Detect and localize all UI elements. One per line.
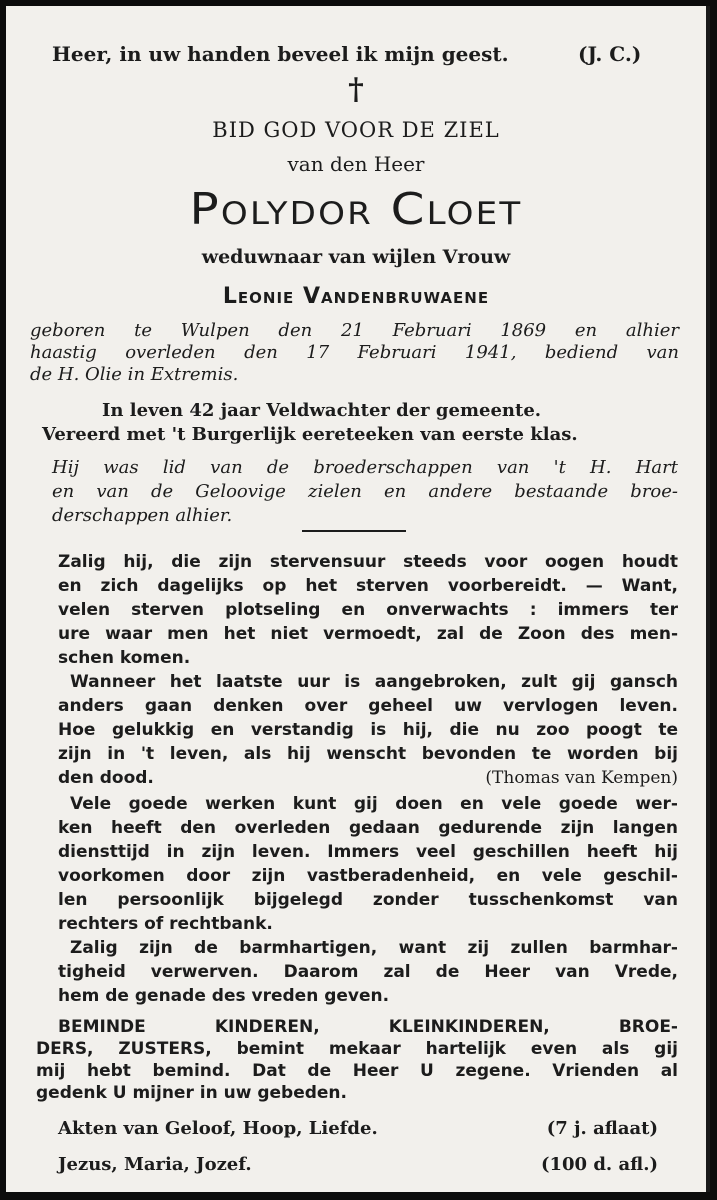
- meditation-line: anders gaan denken over geheel uw vervlogen leven.: [58, 696, 678, 716]
- brotherhoods-line: en van de Geloovige zielen en andere bestaande broe-: [52, 481, 678, 502]
- spouse-name: Leonie Vandenbruwaene: [222, 284, 490, 309]
- header-motto-source: (J. C.): [578, 42, 642, 66]
- header-motto: Heer, in uw handen beveel ik mijn geest.: [52, 42, 509, 66]
- relation: weduwnaar van wijlen Vrouw: [201, 246, 511, 268]
- indulgence: (7 j. aflaat): [546, 1118, 658, 1139]
- indulgence: (100 d. afl.): [540, 1154, 658, 1175]
- prayer-text: Jezus, Maria, Jozef.: [58, 1154, 252, 1175]
- biography-line: geboren te Wulpen den 21 Februari 1869 en alhier: [30, 320, 679, 341]
- biography: [30, 320, 679, 386]
- biography-line: haastig overleden den 17 Februari 1941, bediend van: [30, 342, 679, 363]
- tribute-line: tigheid verwerven. Daarom zal de Heer van Vrede,: [58, 962, 678, 982]
- brotherhoods: [52, 456, 678, 528]
- prayer-row: [58, 1154, 658, 1175]
- meditation-line: Hoe gelukkig en verstandig is hij, die nu zoo poogt te: [58, 720, 678, 740]
- deceased-name: Polydor Cloet: [189, 184, 523, 235]
- tribute-line: Zalig zijn de barmhartigen, want zij zullen barmhar-: [70, 938, 678, 958]
- tribute: [58, 792, 678, 1008]
- quote-source: (Thomas van Kempen): [485, 768, 678, 788]
- meditation-line: Zalig hij, die zijn stervensuur steeds voor oogen houdt: [58, 552, 678, 572]
- meditation-line: velen sterven plotseling en onverwachts : immers ter: [58, 600, 678, 620]
- family-address: [36, 1016, 678, 1104]
- tribute-line: rechters of rechtbank.: [58, 914, 273, 934]
- tribute-line: diensttijd in zijn leven. Immers veel geschillen heeft hij: [58, 842, 678, 862]
- tribute-line: Vele goede werken kunt gij doen en vele goede wer-: [70, 794, 678, 814]
- meditation-line: ure waar men het niet vermoedt, zal de Zoon des men-: [58, 624, 678, 644]
- tribute-line: hem de genade des vreden geven.: [58, 986, 390, 1006]
- tribute-line: ken heeft den overleden gedaan gedurende zijn langen: [58, 818, 678, 838]
- family-line: BEMINDE KINDEREN, KLEINKINDEREN, BROE-: [58, 1017, 678, 1037]
- brotherhoods-line: Hij was lid van de broederschappen van 't H. Hart: [52, 457, 678, 478]
- prayer-request: BID GOD VOOR DE ZIEL: [212, 118, 500, 142]
- family-line: DERS, ZUSTERS, bemint mekaar hartelijk even als gij: [36, 1039, 678, 1059]
- divider: [302, 530, 406, 532]
- family-line: mij hebt bemind. Dat de Heer U zegene. Vrienden al: [36, 1061, 678, 1081]
- prayer-text: Akten van Geloof, Hoop, Liefde.: [58, 1118, 378, 1139]
- memorial-card: [6, 6, 710, 1192]
- meditation-line: en zich dagelijks op het sterven voorbereidt. — Want,: [58, 576, 678, 596]
- honorific: van den Heer: [287, 152, 425, 176]
- career-line: In leven 42 jaar Veldwachter der gemeente.: [102, 400, 542, 421]
- brotherhoods-line: derschappen alhier.: [52, 505, 233, 526]
- tribute-line: len persoonlijk bijgelegd zonder tusschenkomst van: [58, 890, 678, 910]
- meditation-line: schen komen.: [58, 648, 191, 668]
- cross-icon: †: [348, 72, 364, 107]
- tribute-line: voorkomen door zijn vastberadenheid, en vele geschil-: [58, 866, 678, 886]
- biography-line: de H. Olie in Extremis.: [30, 364, 239, 385]
- meditation: [58, 550, 678, 790]
- career-honor: Vereerd met 't Burgerlijk eereteeken van eerste klas.: [42, 424, 578, 445]
- meditation-line: den dood.: [58, 768, 154, 788]
- prayer-row: [58, 1118, 658, 1139]
- family-line: gedenk U mijner in uw gebeden.: [36, 1083, 347, 1103]
- meditation-line: Wanneer het laatste uur is aangebroken, zult gij gansch: [70, 672, 678, 692]
- meditation-closing: [58, 766, 678, 790]
- meditation-line: zijn in 't leven, als hij wenscht bevonden te worden bij: [58, 744, 678, 764]
